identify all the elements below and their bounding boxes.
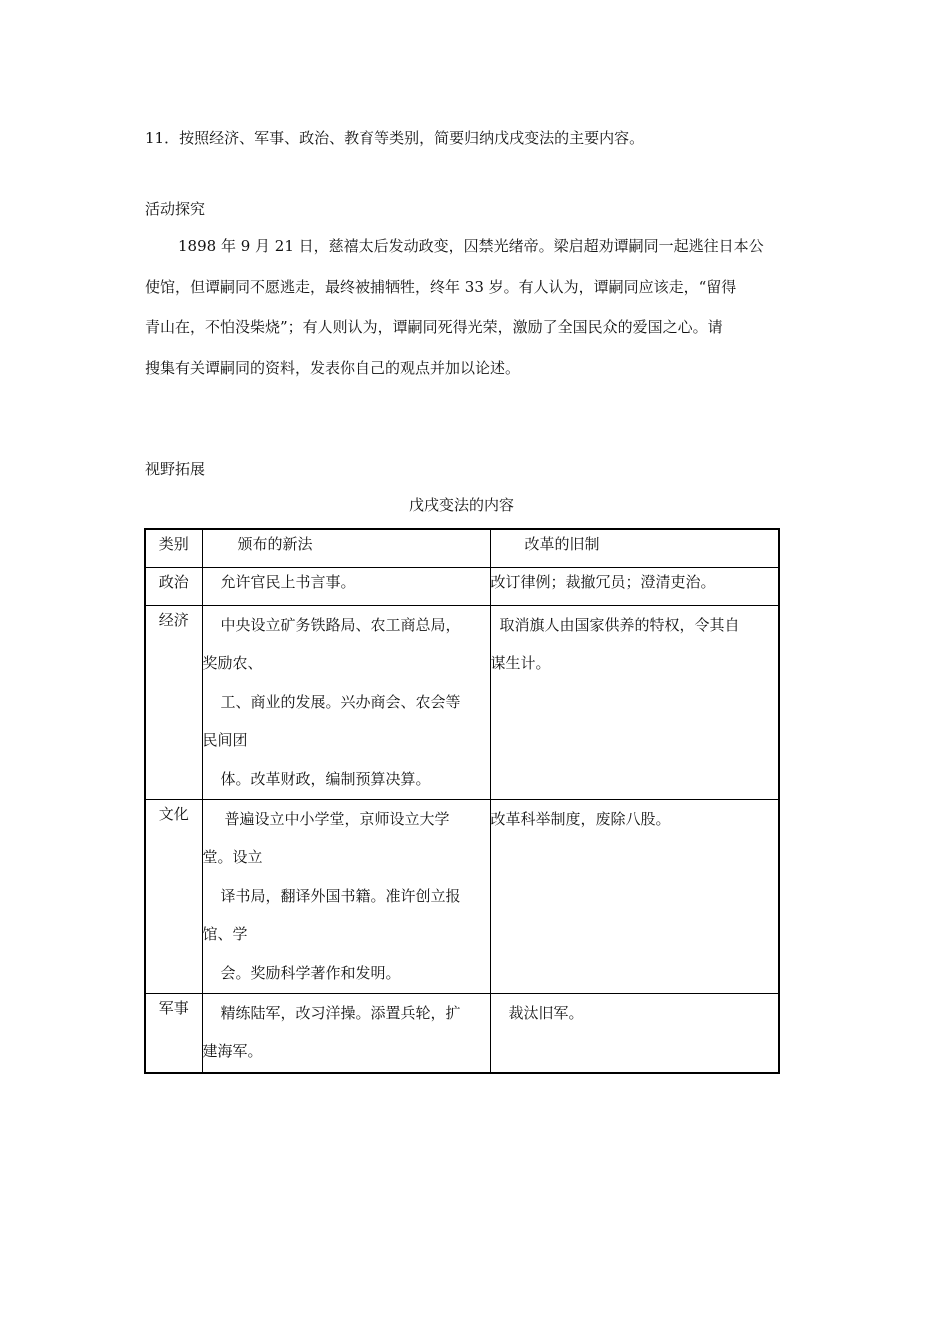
- row-category: 文化: [145, 799, 202, 993]
- new-law-line: 体。改革财政，编制预算决算。: [220, 769, 431, 788]
- table-row-economy: [145, 605, 779, 799]
- old-system-line: 谋生计。: [490, 654, 551, 672]
- table-header-row: [145, 529, 779, 567]
- old-system-line: 改订律例；裁撤冗员；澄清吏治。: [490, 572, 716, 591]
- header-category: 类别: [145, 529, 202, 567]
- header-new-laws: 颁布的新法: [202, 529, 490, 567]
- row-category: 政治: [145, 567, 202, 605]
- new-law-line: 工、商业的发展。兴办商会、农会等: [220, 692, 461, 711]
- activity-line-2: 使馆，但谭嗣同不愿逃走，最终被捕牺牲，终年 33 岁。有人认为，谭嗣同应该走，“留得: [145, 277, 737, 296]
- new-law-line: 会。奖励科学著作和发明。: [220, 963, 401, 982]
- extension-heading: 视野拓展: [145, 460, 206, 478]
- new-law-line: 奖励农、: [202, 654, 263, 672]
- new-law-line: 译书局，翻译外国书籍。准许创立报: [220, 886, 461, 905]
- new-law-line: 精练陆军，改习洋操。添置兵轮，扩: [220, 1003, 461, 1022]
- new-law-line: 普遍设立中小学堂，京师设立大学: [224, 809, 450, 828]
- new-law-line: 馆、学: [202, 925, 248, 943]
- reform-content-table: [144, 528, 780, 1074]
- activity-paragraph: [145, 226, 810, 388]
- table-row-politics: [145, 567, 779, 605]
- new-law-line: 堂。设立: [202, 848, 263, 866]
- question-11: 11．按照经济、军事、政治、教育等类别，简要归纳戊戌变法的主要内容。: [145, 129, 645, 147]
- new-law-line: 允许官民上书言事。: [220, 572, 356, 591]
- table-title: 戊戌变法的内容: [408, 496, 514, 514]
- activity-heading: 活动探究: [145, 200, 206, 218]
- old-system-line: 取消旗人由国家供养的特权，令其自: [499, 615, 740, 634]
- new-law-line: 中央设立矿务铁路局、农工商总局，: [220, 615, 461, 634]
- old-system-line: 裁汰旧军。: [508, 1003, 584, 1022]
- old-system-line: 改革科举制度，废除八股。: [490, 809, 671, 828]
- activity-line-4: 搜集有关谭嗣同的资料，发表你自己的观点并加以论述。: [145, 358, 521, 377]
- row-category: 经济: [145, 605, 202, 799]
- activity-line-3: 青山在，不怕没柴烧”；有人则认为，谭嗣同死得光荣，激励了全国民众的爱国之心。请: [145, 318, 723, 336]
- new-law-line: 建海军。: [202, 1042, 263, 1060]
- activity-line-1: 1898 年 9 月 21 日，慈禧太后发动政变，囚禁光绪帝。梁启超劝谭嗣同一起逃往日本公: [178, 237, 764, 255]
- row-category: 军事: [145, 993, 202, 1073]
- new-law-line: 民间团: [202, 731, 248, 749]
- table-row-culture: [145, 799, 779, 993]
- header-old-system: 改革的旧制: [490, 529, 779, 567]
- table-row-military: [145, 993, 779, 1073]
